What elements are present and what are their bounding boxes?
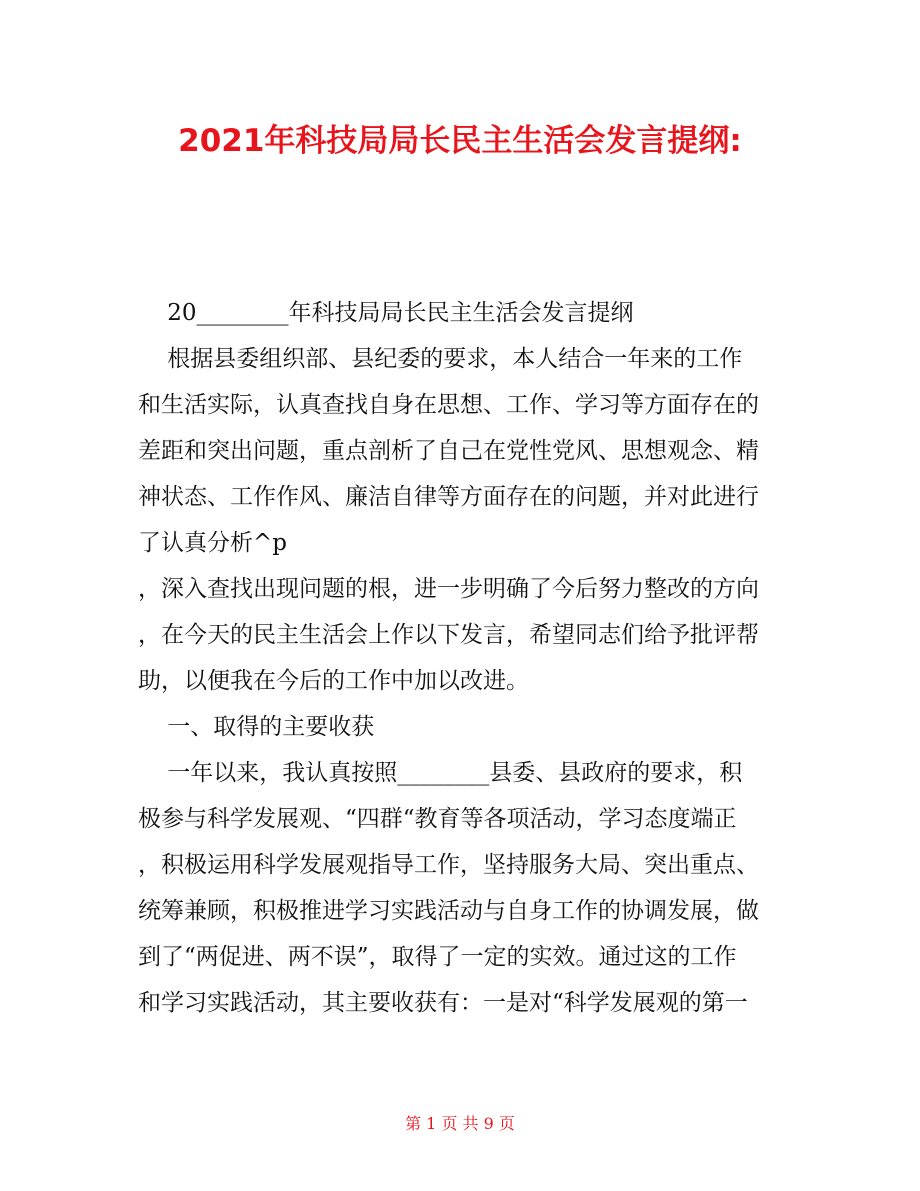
body-line: 一年以来，我认真按照________县委、县政府的要求，积 bbox=[138, 760, 743, 786]
body-line: 20________年科技局局长民主生活会发言提纲 bbox=[138, 300, 634, 326]
document-title: 2021年科技局局长民主生活会发言提纲: bbox=[178, 123, 742, 159]
body-line: 和生活实际，认真查找自身在思想、工作、学习等方面存在的 bbox=[138, 392, 759, 418]
body-line: 极参与科学发展观、“四群“教育等各项活动，学习态度端正 bbox=[138, 806, 737, 832]
body-line: ，深入查找出现问题的根，进一步明确了今后努力整改的方向 bbox=[138, 576, 759, 602]
body-line: 差距和突出问题，重点剖析了自己在党性党风、思想观念、精 bbox=[138, 438, 759, 464]
body-line: ，积极运用科学发展观指导工作，坚持服务大局、突出重点、 bbox=[138, 852, 759, 878]
body-line: 了认真分析^p bbox=[138, 530, 287, 556]
section-heading: 一、取得的主要收获 bbox=[138, 714, 375, 740]
body-line: ，在今天的民主生活会上作以下发言，希望同志们给予批评帮 bbox=[138, 622, 759, 648]
body-line: 根据县委组织部、县纪委的要求，本人结合一年来的工作 bbox=[138, 346, 743, 372]
body-line: 统筹兼顾，积极推进学习实践活动与自身工作的协调发展，做 bbox=[138, 898, 759, 924]
page-number-footer: 第 1 页 共 9 页 bbox=[405, 1114, 515, 1133]
body-line: 和学习实践活动，其主要收获有：一是对“科学发展观的第一 bbox=[138, 990, 748, 1016]
body-line: 神状态、工作作风、廉洁自律等方面存在的问题，并对此进行 bbox=[138, 484, 759, 510]
body-line: 到了“两促进、两不误”，取得了一定的实效。通过这的工作 bbox=[138, 944, 737, 970]
document-body bbox=[138, 290, 784, 1026]
body-line: 助，以便我在今后的工作中加以改进。 bbox=[138, 668, 529, 694]
